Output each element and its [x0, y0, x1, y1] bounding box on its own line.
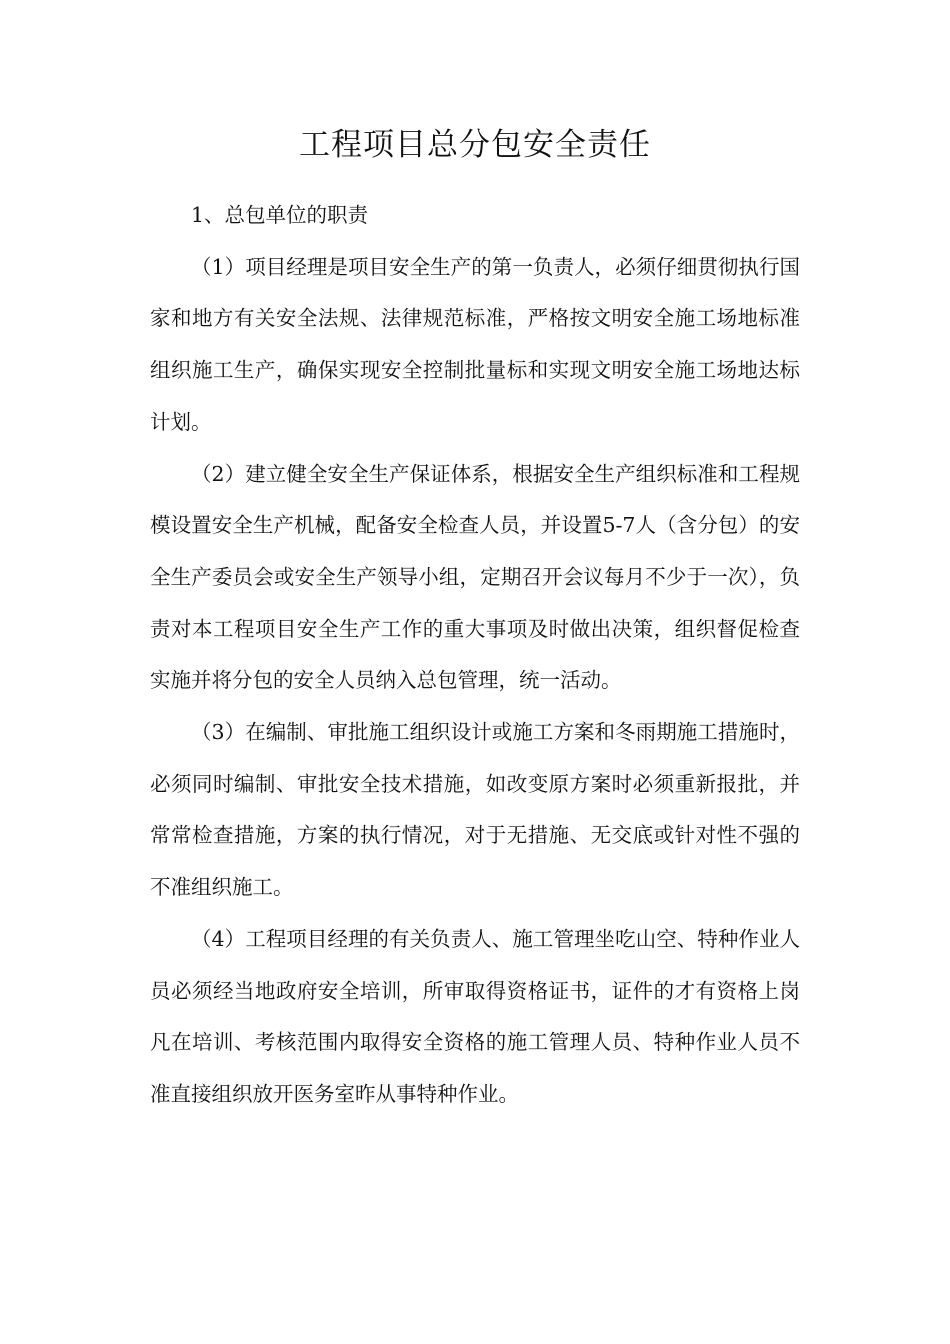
paragraph-1: （1）项目经理是项目安全生产的第一负责人，必须仔细贯彻执行国家和地方有关安全法规、法律规范标准，严格按文明安全施工场地标准组织施工生产，确保实现安全控制批量标和实现文明安全施工场地达标计划。	[150, 254, 800, 434]
paragraph-3: （3）在编制、审批施工组织设计或施工方案和冬雨期施工措施时，必须同时编制、审批安全技术措施，如改变原方案时必须重新报批，并常常检查措施，方案的执行情况，对于无措施、无交底或针对性不强的不准组织施工。	[150, 720, 800, 900]
document-body	[150, 190, 800, 1121]
document-title: 工程项目总分包安全责任	[299, 127, 651, 163]
section-heading: 1、总包单位的职责	[191, 203, 369, 227]
paragraph-2: （2）建立健全安全生产保证体系，根据安全生产组织标准和工程规模设置安全生产机械，配备安全检查人员，并设置5-7人（含分包）的安全生产委员会或安全生产领导小组，定期召开会议每月不少于一次），负责对本工程项目安全生产工作的重大事项及时做出决策，组织督促检查实施并将分包的安全人员纳入总包管理，统一活动。	[150, 461, 800, 693]
paragraph-4: （4）工程项目经理的有关负责人、施工管理坐吃山空、特种作业人员必须经当地政府安全培训，所审取得资格证书，证件的才有资格上岗凡在培训、考核范围内取得安全资格的施工管理人员、特种作业人员不准直接组织放开医务室昨从事特种作业。	[150, 926, 800, 1106]
